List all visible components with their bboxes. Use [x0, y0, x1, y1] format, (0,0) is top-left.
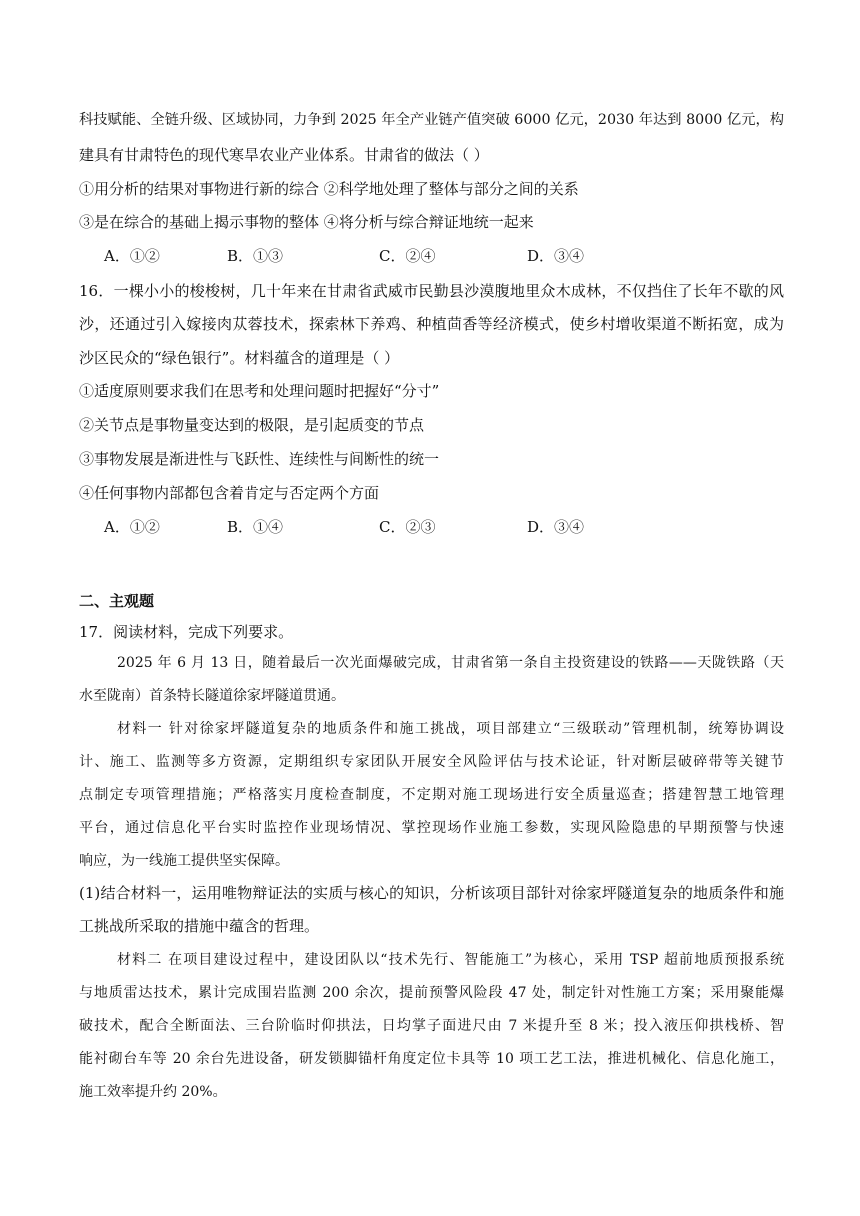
q17-material2-line-5: 施工效率提升约 20%。 [79, 1084, 227, 1100]
q17-material2-line-1: 材料二 在项目建设过程中，建设团队以“技术先行、智能施工”为核心，采用 TSP 超前地质预报系统 [117, 952, 784, 968]
q17-sub1-line-2: 工挑战所采取的措施中蕴含的哲理。 [79, 917, 320, 935]
q16-option-b: B．①④ [227, 518, 284, 536]
q16-option-d: D．③④ [527, 518, 585, 536]
q16-statement-2: ②关节点是事物量变达到的极限，是引起质变的节点 [79, 416, 425, 434]
q17-material2-line-3: 破技术，配合全断面法、三台阶临时仰拱法，日均掌子面进尺由 7 米提升至 8 米；投入液压仰拱栈桥、智 [79, 1018, 784, 1034]
q16-option-a: A．①② [104, 518, 160, 536]
q16-statement-3: ③事物发展是渐进性与飞跃性、连续性与间断性的统一 [79, 450, 440, 468]
q17-sub1-line-1: (1)结合材料一，运用唯物辩证法的实质与核心的知识，分析该项目部针对徐家坪隧道复杂的地质条件和施 [79, 884, 784, 902]
section-heading: 二、主观题 [79, 592, 155, 610]
q15-option-b: B．①③ [227, 247, 284, 265]
q16-stem-line-2: 沙，还通过引入嫁接肉苁蓉技术，探索林下养鸡、种植茴香等经济模式，使乡村增收渠道不断拓宽，成为 [79, 315, 784, 333]
q15-statements-row-1: ①用分析的结果对事物进行新的综合 ②科学地处理了整体与部分之间的关系 [79, 180, 579, 198]
q16-stem-line-1: 16．一棵小小的梭梭树，几十年来在甘肃省武威市民勤县沙漠腹地里众木成林，不仅挡住了长年不歇的风 [79, 282, 784, 300]
q15-option-d: D．③④ [527, 247, 585, 265]
q15-stem-line-1: 科技赋能、全链升级、区域协同，力争到 2025 年全产业链产值突破 6000 亿元，2030 年达到 8000 亿元，构 [79, 112, 784, 128]
q15-option-c: C．②④ [379, 247, 436, 265]
q17-material1-line-2: 计、施工、监测等多方资源，定期组织专家团队开展安全风险评估与技术论证，针对断层破碎带等关键节 [79, 754, 784, 770]
q16-statement-1: ①适度原则要求我们在思考和处理问题时把握好“分寸” [79, 382, 440, 400]
q15-statements-row-2: ③是在综合的基础上揭示事物的整体 ④将分析与综合辩证地统一起来 [79, 213, 534, 231]
q17-material1-line-3: 点制定专项管理措施；严格落实月度检查制度，不定期对施工现场进行安全质量巡查；搭建智慧工地管理 [79, 787, 784, 803]
q17-para1-line-1: 2025 年 6 月 13 日，随着最后一次光面爆破完成，甘肃省第一条自主投资建设的铁路——天陇铁路（天 [117, 655, 784, 671]
q17-material1-line-5: 响应，为一线施工提供坚实保障。 [79, 853, 289, 869]
q16-stem-line-3: 沙区民众的“绿色银行”。材料蕴含的道理是（ ） [79, 349, 400, 367]
q15-option-a: A．①② [104, 247, 160, 265]
q15-stem-line-2: 建具有甘肃特色的现代寒旱农业产业体系。甘肃省的做法（ ） [79, 146, 489, 164]
q16-option-c: C．②③ [379, 518, 436, 536]
q17-material2-line-4: 能衬砌台车等 20 余台先进设备，研发锁脚锚杆角度定位卡具等 10 项工艺工法，推进机械化、信息化施工， [79, 1051, 784, 1067]
q17-intro: 17．阅读材料，完成下列要求。 [79, 623, 294, 641]
q16-statement-4: ④任何事物内部都包含着肯定与否定两个方面 [79, 484, 380, 502]
q17-material1-line-4: 平台，通过信息化平台实时监控作业现场情况、掌控现场作业施工参数，实现风险隐患的早期预警与快速 [79, 820, 784, 836]
q17-para1-line-2: 水至陇南）首条特长隧道徐家坪隧道贯通。 [79, 688, 345, 704]
q17-material2-line-2: 与地质雷达技术，累计完成围岩监测 200 余次，提前预警风险段 47 处，制定针对性施工方案；采用聚能爆 [79, 985, 784, 1001]
q17-material1-line-1: 材料一 针对徐家坪隧道复杂的地质条件和施工挑战，项目部建立“三级联动”管理机制，统筹协调设 [117, 721, 784, 737]
